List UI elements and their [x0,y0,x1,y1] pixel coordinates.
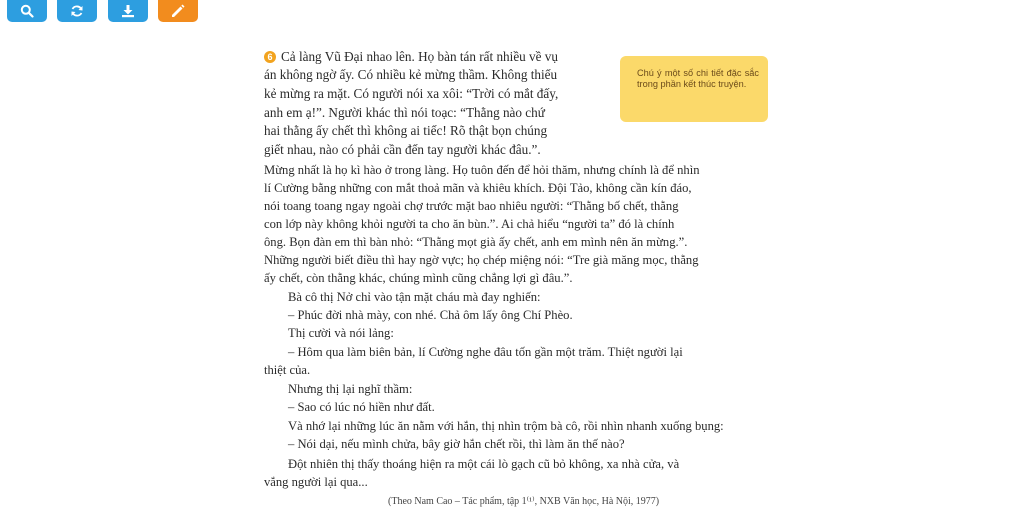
text-line: – Hôm qua làm biên bản, lí Cường nghe đâu tốn gần một trăm. Thiệt người lại [288,345,683,359]
text-line: hai thằng ấy chết thì không ai tiếc! Rõ thật bọn chúng [264,123,548,138]
text-line: ấy chết, còn thằng khác, chúng mình cũng chẳng lợi gì đâu.”. [264,271,573,285]
text-line: Và nhớ lại những lúc ăn nằm với hắn, thị nhìn trộm bà cô, rồi nhìn nhanh xuống bụng: [288,419,724,433]
text-line: – Sao có lúc nó hiền như đất. [288,400,435,414]
margin-note-text: Chú ý một số chi tiết đặc sắc trong phần kết thúc truyện. [637,68,759,89]
text-line: – Phúc đời nhà mày, con nhé. Chả ôm lấy ông Chí Phèo. [288,308,573,322]
text-line: lí Cường bằng những con mắt thoả mãn và khiêu khích. Đội Tảo, không cần kín đáo, [264,181,692,195]
margin-note [620,56,768,122]
text-line: ông. Bọn đàn em thì bàn nhỏ: “Thằng mọt già ấy chết, anh em mình nên ăn mừng.”. [264,235,688,249]
text-line: Thị cười và nói lảng: [288,326,394,340]
text-line: – Nói dại, nếu mình chửa, bây giờ hắn chết rồi, thì làm ăn thế nào? [288,437,625,451]
text-line: 6 Cả làng Vũ Đại nhao lên. Họ bàn tán rất nhiều về vụ [264,49,558,65]
text-line: Nhưng thị lại nghĩ thầm: [288,382,413,396]
text-line: nói toang toang ngay ngoài chợ trước mặt bao nhiêu người: “Thằng bố chết, thằng [264,199,679,213]
source-caption: (Theo Nam Cao – Tác phẩm, tập 1⁽¹⁾, NXB Văn học, Hà Nội, 1977) [388,496,660,507]
text-line: Bà cô thị Nở chỉ vào tận mặt cháu mà đay nghiến: [288,290,541,304]
text-line: thiệt của. [264,363,311,377]
text-line: Mừng nhất là họ kì hào ở trong làng. Họ tuôn đến để hỏi thăm, nhưng chính là để nhìn [264,163,700,177]
text-line: giết nhau, nào có phải cần đến tay người khác đâu.”. [264,142,541,157]
text-line: kẻ mừng ra mặt. Có người nói xa xôi: “Trời có mắt đấy, [264,86,559,101]
text-line: án không ngờ ấy. Có nhiều kẻ mừng thầm. Không thiếu [264,67,558,82]
text-line: con lớp này không khỏi người ta cho ăn bùn.”. Ai chả hiểu “người ta” đó là chính [264,217,675,231]
text-line: Những người biết điều thì hay ngờ vực; họ chép miệng nói: “Tre già măng mọc, thằng [264,253,699,267]
paragraph-number-badge: 6 [264,51,276,63]
text-line: anh em ạ!”. Người khác thì nói toạc: “Thằng nào chứ [264,105,545,120]
text-line: Đột nhiên thị thấy thoáng hiện ra một cái lò gạch cũ bỏ không, xa nhà cửa, và [288,457,680,471]
text-line: vắng người lại qua... [264,475,368,489]
